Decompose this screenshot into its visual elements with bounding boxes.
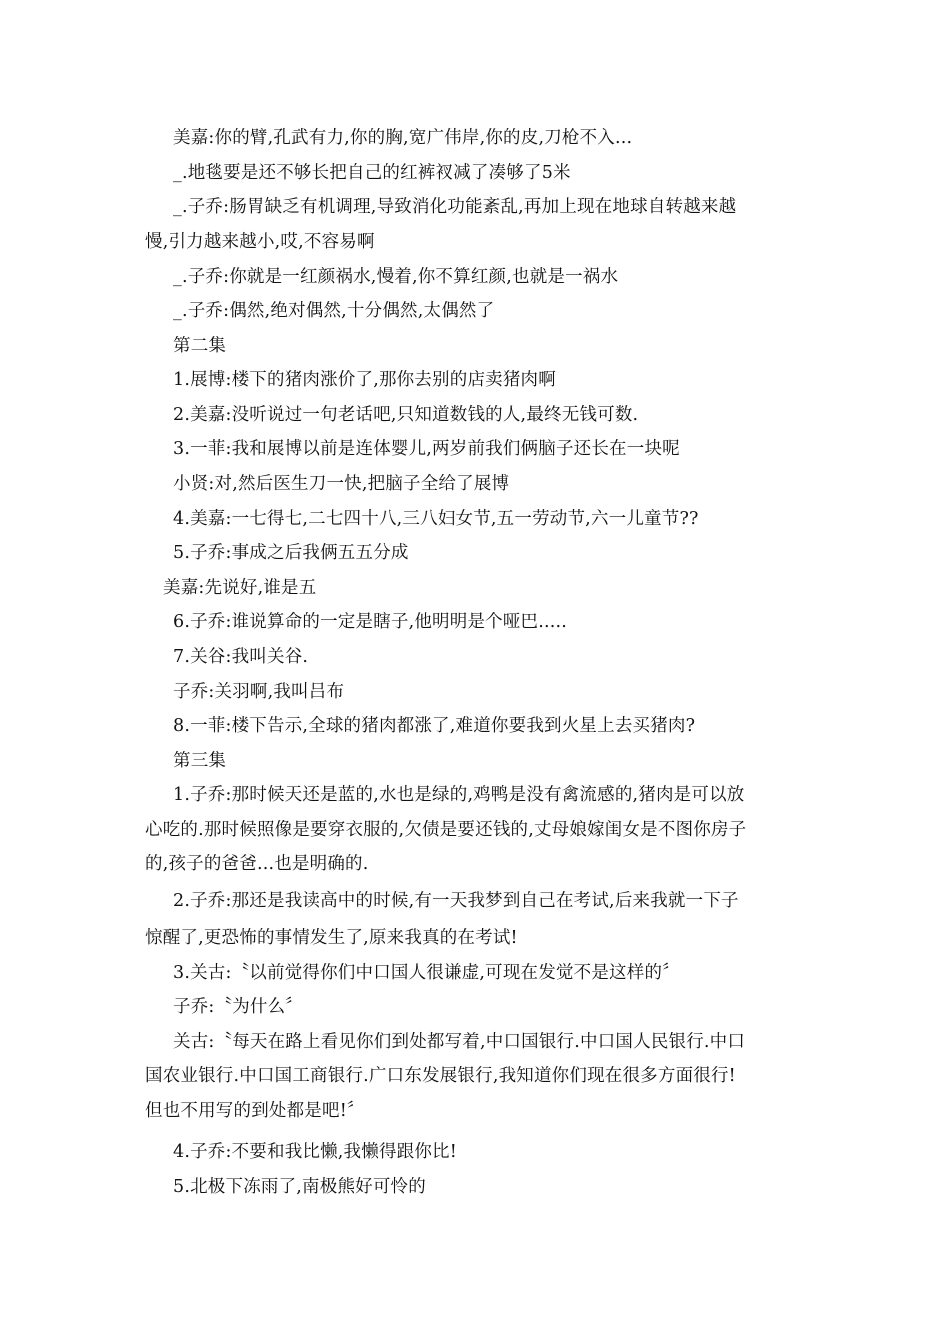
section-heading: 第三集 (173, 751, 227, 771)
text-line: 3.一菲:我和展博以前是连体婴儿,两岁前我们俩脑子还长在一块呢 (173, 439, 680, 459)
text-line: 3.关古:〝以前觉得你们中口国人很谦虚,可现在发觉不是这样的〞 (173, 963, 680, 983)
text-line: 7.关谷:我叫关谷. (173, 647, 309, 667)
text-line: 5.子乔:事成之后我俩五五分成 (173, 543, 409, 563)
text-line: 6.子乔:谁说算命的一定是瞎子,他明明是个哑巴..... (173, 612, 568, 632)
text-line: 慢,引力越来越小,哎,不容易啊 (145, 232, 375, 252)
text-line: _.子乔:你就是一红颜祸水,慢着,你不算红颜,也就是一祸水 (173, 267, 619, 287)
text-line: 1.子乔:那时候天还是蓝的,水也是绿的,鸡鸭是没有禽流感的,猪肉是可以放 (173, 785, 745, 805)
text-line: 4.美嘉:一七得七,二七四十八,三八妇女节,五一劳动节,六一儿童节?? (173, 509, 699, 529)
text-line: 4.子乔:不要和我比懒,我懒得跟你比! (173, 1142, 457, 1162)
text-line: 美嘉:你的臂,孔武有力,你的胸,宽广伟岸,你的皮,刀枪不入... (173, 128, 633, 148)
text-line: 子乔:关羽啊,我叫吕布 (173, 682, 345, 702)
text-line: 1.展博:楼下的猪肉涨价了,那你去别的店卖猪肉啊 (173, 370, 556, 390)
text-line: 但也不用写的到处都是吧!〞 (145, 1101, 365, 1121)
text-line: 5.北极下冻雨了,南极熊好可怜的 (173, 1177, 426, 1197)
text-line: _.子乔:偶然,绝对偶然,十分偶然,太偶然了 (173, 301, 495, 321)
text-line: 2.美嘉:没听说过一句老话吧,只知道数钱的人,最终无钱可数. (173, 405, 639, 425)
text-line: 心吃的.那时候照像是要穿衣服的,欠债是要还钱的,丈母娘嫁闺女是不图你房子 (145, 820, 747, 840)
text-line: 国农业银行.中口国工商银行.广口东发展银行,我知道你们现在很多方面很行! (145, 1066, 736, 1086)
text-line: 的,孩子的爸爸...也是明确的. (145, 854, 369, 874)
text-line: 小贤:对,然后医生刀一快,把脑子全给了展博 (173, 474, 510, 494)
text-line: 子乔:〝为什么〞 (173, 997, 303, 1017)
text-line: 8.一菲:楼下告示,全球的猪肉都涨了,难道你要我到火星上去买猪肉? (173, 716, 696, 736)
text-line: 惊醒了,更恐怖的事情发生了,原来我真的在考试! (145, 928, 518, 948)
section-heading: 第二集 (173, 336, 227, 356)
text-line: 2.子乔:那还是我读高中的时候,有一天我梦到自己在考试,后来我就一下子 (173, 891, 739, 911)
text-line: _.地毯要是还不够长把自己的红裤衩减了凑够了5米 (173, 163, 571, 183)
text-line: 美嘉:先说好,谁是五 (163, 578, 317, 598)
text-line: 关古:〝每天在路上看见你们到处都写着,中口国银行.中口国人民银行.中口 (173, 1032, 746, 1052)
text-line: _.子乔:肠胃缺乏有机调理,导致消化功能紊乱,再加上现在地球自转越来越 (173, 197, 737, 217)
